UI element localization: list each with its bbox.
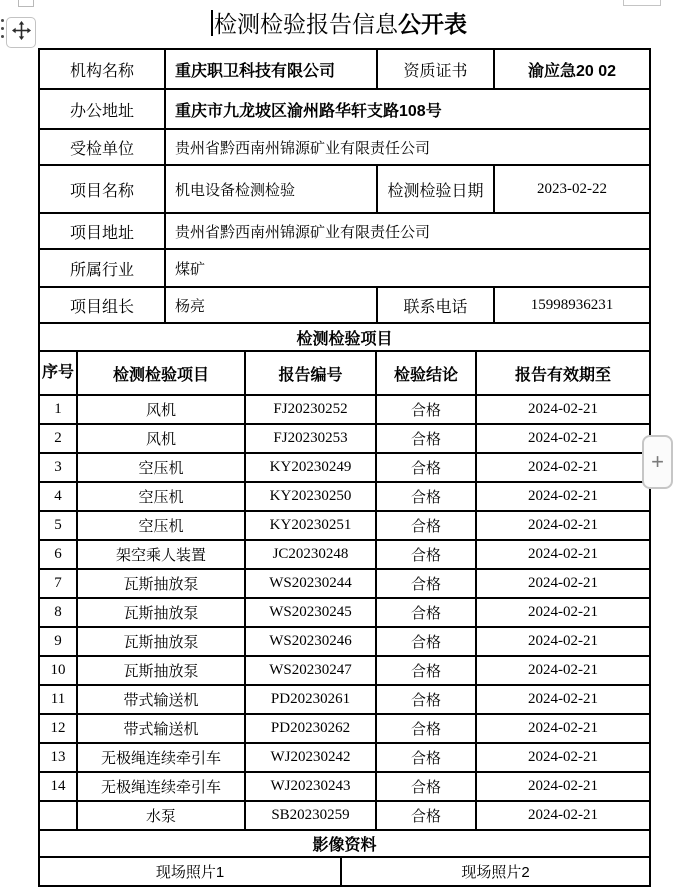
item-valid-until-cell[interactable]: 2024-02-21 [476, 424, 650, 453]
item-valid-until-cell[interactable]: 2024-02-21 [476, 772, 650, 801]
item-conclusion-cell[interactable]: 合格 [376, 772, 476, 801]
item-row [39, 424, 650, 453]
item-conclusion-cell[interactable]: 合格 [376, 801, 476, 830]
col-header-conclusion[interactable]: 检验结论 [376, 351, 476, 395]
item-seq-cell[interactable]: 14 [39, 772, 77, 801]
item-valid-until-cell[interactable]: 2024-02-21 [476, 453, 650, 482]
item-name-cell[interactable]: 瓦斯抽放泵 [77, 656, 245, 685]
item-report-no-cell[interactable]: WS20230245 [245, 598, 376, 627]
inspected-unit-value[interactable]: 贵州省黔西南州锦源矿业有限责任公司 [165, 129, 650, 165]
section-header-row [39, 323, 650, 351]
item-valid-until-cell[interactable]: 2024-02-21 [476, 685, 650, 714]
item-valid-until-cell[interactable]: 2024-02-21 [476, 598, 650, 627]
photo2-cell[interactable]: 现场照片2 [341, 857, 650, 886]
item-seq-cell[interactable]: 3 [39, 453, 77, 482]
item-valid-until-cell[interactable]: 2024-02-21 [476, 569, 650, 598]
item-row [39, 627, 650, 656]
item-report-no-cell[interactable]: KY20230251 [245, 511, 376, 540]
item-report-no-cell[interactable]: KY20230249 [245, 453, 376, 482]
item-name-cell[interactable]: 无极绳连续牵引车 [77, 743, 245, 772]
org-name-label[interactable]: 机构名称 [39, 49, 165, 89]
item-seq-cell[interactable]: 13 [39, 743, 77, 772]
item-name-cell[interactable]: 瓦斯抽放泵 [77, 627, 245, 656]
table-row [39, 213, 650, 249]
item-seq-cell[interactable]: 1 [39, 395, 77, 424]
items-header-row [39, 351, 650, 395]
cert-label[interactable]: 资质证书 [377, 49, 494, 89]
office-address-value[interactable]: 重庆市九龙坡区渝州路华轩支路108号 [165, 89, 650, 129]
item-report-no-cell[interactable]: WS20230244 [245, 569, 376, 598]
add-button[interactable]: + [642, 435, 673, 489]
item-conclusion-cell[interactable]: 合格 [376, 482, 476, 511]
item-seq-cell[interactable]: 10 [39, 656, 77, 685]
item-seq-cell[interactable]: 9 [39, 627, 77, 656]
item-row [39, 482, 650, 511]
project-name-label[interactable]: 项目名称 [39, 165, 165, 213]
item-report-no-cell[interactable]: PD20230262 [245, 714, 376, 743]
item-valid-until-cell[interactable]: 2024-02-21 [476, 395, 650, 424]
item-report-no-cell[interactable]: JC20230248 [245, 540, 376, 569]
item-valid-until-cell[interactable]: 2024-02-21 [476, 511, 650, 540]
item-row [39, 540, 650, 569]
col-header-valid-until[interactable]: 报告有效期至 [476, 351, 650, 395]
photos-row [39, 857, 650, 886]
item-valid-until-cell[interactable]: 2024-02-21 [476, 743, 650, 772]
item-conclusion-cell[interactable]: 合格 [376, 627, 476, 656]
media-section-header[interactable]: 影像资料 [39, 830, 650, 857]
item-report-no-cell[interactable]: WS20230247 [245, 656, 376, 685]
item-row [39, 453, 650, 482]
text-cursor [211, 10, 213, 36]
col-header-report-no[interactable]: 报告编号 [245, 351, 376, 395]
item-name-cell[interactable]: 瓦斯抽放泵 [77, 598, 245, 627]
item-row [39, 772, 650, 801]
item-conclusion-cell[interactable]: 合格 [376, 714, 476, 743]
item-seq-cell[interactable]: 7 [39, 569, 77, 598]
inspection-date-label[interactable]: 检测检验日期 [377, 165, 494, 213]
item-name-cell[interactable]: 带式输送机 [77, 685, 245, 714]
item-conclusion-cell[interactable]: 合格 [376, 453, 476, 482]
item-report-no-cell[interactable]: KY20230250 [245, 482, 376, 511]
project-address-label[interactable]: 项目地址 [39, 213, 165, 249]
item-row [39, 685, 650, 714]
title-text: 检测检验报告信息 [214, 11, 398, 37]
project-address-value[interactable]: 贵州省黔西南州锦源矿业有限责任公司 [165, 213, 650, 249]
item-valid-until-cell[interactable]: 2024-02-21 [476, 482, 650, 511]
item-row [39, 598, 650, 627]
item-report-no-cell[interactable]: WS20230246 [245, 627, 376, 656]
item-conclusion-cell[interactable]: 合格 [376, 598, 476, 627]
table-row [39, 287, 650, 323]
media-table [38, 829, 651, 887]
industry-label[interactable]: 所属行业 [39, 249, 165, 287]
item-name-cell[interactable]: 风机 [77, 395, 245, 424]
item-name-cell[interactable]: 空压机 [77, 453, 245, 482]
cert-value[interactable]: 渝应急20 02 [494, 49, 650, 89]
item-valid-until-cell[interactable]: 2024-02-21 [476, 656, 650, 685]
industry-value[interactable]: 煤矿 [165, 249, 650, 287]
item-valid-until-cell[interactable]: 2024-02-21 [476, 540, 650, 569]
item-valid-until-cell[interactable]: 2024-02-21 [476, 714, 650, 743]
item-report-no-cell[interactable]: SB20230259 [245, 801, 376, 830]
item-report-no-cell[interactable]: FJ20230253 [245, 424, 376, 453]
inspection-date-value[interactable]: 2023-02-22 [494, 165, 650, 213]
item-seq-cell[interactable]: 11 [39, 685, 77, 714]
table-row [39, 49, 650, 89]
item-report-no-cell[interactable]: WJ20230242 [245, 743, 376, 772]
section-header[interactable]: 检测检验项目 [39, 323, 650, 351]
item-name-cell[interactable]: 空压机 [77, 482, 245, 511]
inspection-items-table [38, 322, 651, 831]
item-valid-until-cell[interactable]: 2024-02-21 [476, 801, 650, 830]
col-header-item[interactable]: 检测检验项目 [77, 351, 245, 395]
item-name-cell[interactable]: 风机 [77, 424, 245, 453]
photo1-cell[interactable]: 现场照片1 [39, 857, 341, 886]
item-seq-cell[interactable]: 12 [39, 714, 77, 743]
item-conclusion-cell[interactable]: 合格 [376, 540, 476, 569]
item-row [39, 569, 650, 598]
table-row [39, 89, 650, 129]
item-conclusion-cell[interactable]: 合格 [376, 656, 476, 685]
col-header-seq[interactable]: 序号 [39, 351, 77, 395]
item-conclusion-cell[interactable]: 合格 [376, 743, 476, 772]
item-seq-cell[interactable]: 5 [39, 511, 77, 540]
item-conclusion-cell[interactable]: 合格 [376, 395, 476, 424]
item-row [39, 395, 650, 424]
table-row [39, 249, 650, 287]
item-report-no-cell[interactable]: FJ20230252 [245, 395, 376, 424]
item-name-cell[interactable]: 瓦斯抽放泵 [77, 569, 245, 598]
org-info-table [38, 48, 651, 324]
item-row [39, 511, 650, 540]
item-seq-cell[interactable]: 2 [39, 424, 77, 453]
media-header-row [39, 830, 650, 857]
item-seq-cell[interactable]: 4 [39, 482, 77, 511]
inspected-unit-label[interactable]: 受检单位 [39, 129, 165, 165]
item-conclusion-cell[interactable]: 合格 [376, 424, 476, 453]
item-row [39, 801, 650, 830]
item-row [39, 714, 650, 743]
item-valid-until-cell[interactable]: 2024-02-21 [476, 627, 650, 656]
item-conclusion-cell[interactable]: 合格 [376, 511, 476, 540]
item-row [39, 656, 650, 685]
table-row [39, 129, 650, 165]
office-address-label[interactable]: 办公地址 [39, 89, 165, 129]
project-leader-value[interactable]: 杨亮 [165, 287, 377, 323]
report-table [38, 48, 649, 887]
item-name-cell[interactable]: 无极绳连续牵引车 [77, 772, 245, 801]
phone-value[interactable]: 15998936231 [494, 287, 650, 323]
item-name-cell[interactable]: 带式输送机 [77, 714, 245, 743]
document-title[interactable] [0, 5, 678, 43]
item-report-no-cell[interactable]: WJ20230243 [245, 772, 376, 801]
item-name-cell[interactable]: 架空乘人装置 [77, 540, 245, 569]
table-row [39, 165, 650, 213]
item-report-no-cell[interactable]: PD20230261 [245, 685, 376, 714]
item-seq-cell[interactable]: 8 [39, 598, 77, 627]
item-name-cell[interactable]: 空压机 [77, 511, 245, 540]
item-conclusion-cell[interactable]: 合格 [376, 569, 476, 598]
project-leader-label[interactable]: 项目组长 [39, 287, 165, 323]
item-name-cell[interactable]: 水泵 [77, 801, 245, 830]
org-name-value[interactable]: 重庆职卫科技有限公司 [165, 49, 377, 89]
item-row [39, 743, 650, 772]
item-seq-cell[interactable] [39, 801, 77, 830]
item-conclusion-cell[interactable]: 合格 [376, 685, 476, 714]
project-name-value[interactable]: 机电设备检测检验 [165, 165, 377, 213]
title-text-bold: 公开表 [398, 11, 467, 37]
phone-label[interactable]: 联系电话 [377, 287, 494, 323]
item-seq-cell[interactable]: 6 [39, 540, 77, 569]
